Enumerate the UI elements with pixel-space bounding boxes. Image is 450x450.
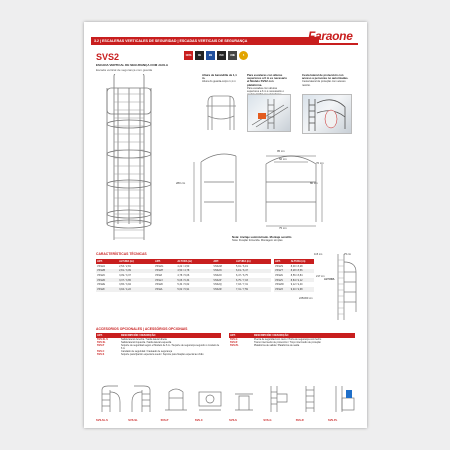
cage-side-view: [324, 252, 362, 322]
certification-badges: [184, 51, 248, 60]
dim-70: 70 cm: [316, 161, 324, 165]
product-title: SVS2: [96, 52, 120, 62]
list-item: SVS-C Candado de seguridad / Cadeado de segurança: [97, 350, 173, 353]
col-art-4: ART.: [274, 259, 290, 264]
assembly-note: [232, 236, 332, 242]
dim-95: 95 cm: [277, 149, 285, 153]
caption-side-basket: [302, 74, 352, 87]
thumb-code: SVS-SL.S: [96, 419, 108, 422]
floor-bracket-icon: [229, 384, 259, 414]
dim-56: 56 cm: [279, 157, 287, 161]
thumb-code: SVS-G: [263, 419, 272, 422]
dim-80: 80 cm: [310, 181, 318, 185]
side-dim-label: ALTURA: [324, 278, 335, 281]
badge-ce-icon: CE: [195, 51, 204, 60]
list-item: SVS-SL.S Salida lateral derecha / Saída lateral direita: [97, 338, 167, 341]
col-height-2: ALTURA (m): [176, 259, 212, 264]
side-basket-photo: [302, 94, 352, 134]
specs-table: [96, 259, 271, 292]
table-row: VSS2F 3,94 / 4,22 VSS2L 5,62 / 5,91 VSS2R 7,31 / 7,59: [96, 287, 271, 292]
brand-underline: [308, 43, 358, 45]
thumb-safety-support: [161, 384, 191, 422]
caption-railing: [202, 74, 238, 84]
acc-col-art-right: ART.: [229, 333, 253, 338]
list-item: SVS-G Puerta de seguridad con cierre / Porta de segurança com fecho: [230, 338, 322, 341]
col-art-3: ART.: [212, 259, 235, 264]
railing-diagram: [202, 92, 240, 132]
thumb-padlock: [195, 384, 225, 422]
acc-col-desc-left: DESCRIPCIÓN / DESCRIÇÃO: [120, 333, 221, 338]
list-item: SVS-PL Plataforma de salida / Plataforma de saída: [230, 344, 300, 347]
table-row: VSS2W 9,12 / 9,40: [275, 283, 303, 287]
thumb-code: SVS-PL: [327, 419, 338, 422]
table-row: VSS2B 2,81 / 3,09 VSS2H 4,50 / 4,78 VSS2N 6,19 / 6,47: [96, 269, 271, 274]
col-height-1: ALTURA (m): [118, 259, 154, 264]
dim-75: 75 cm: [279, 226, 287, 230]
accessories-heading: ACCESORIOS OPCIONALES | ACESSÓRIOS OPCIONAIS: [96, 327, 188, 331]
thumb-gate: [263, 384, 291, 422]
ladder-exit-icon: [96, 384, 124, 414]
thumb-platform: [328, 384, 358, 422]
side-dim-c: 217 cm: [316, 275, 325, 278]
table-row: VSS2X 9,40 / 9,68: [274, 287, 314, 292]
thumb-code: SVS-S: [229, 419, 237, 422]
ladder-cage-drawing: [104, 74, 154, 244]
caption-railing-title: Altura de barandilla de 1,1 m.: [202, 73, 237, 81]
list-item: SVS-SL Salida lateral izquierda / Saída lateral esquerda: [97, 341, 172, 344]
side-dim-d: 225/300 cm: [299, 297, 313, 300]
table-row: VSS2D 3,37 / 3,65 VSS2J 5,06 / 5,34 VSS2P 6,75 / 7,03: [96, 278, 271, 283]
support-bracket-icon: [161, 384, 191, 414]
specs-heading: CARACTERÍSTICAS TÉCNICAS: [96, 252, 147, 256]
col-art-2: ART.: [154, 259, 176, 264]
col-art-1: ART.: [96, 259, 118, 264]
ladder-section-icon: [296, 384, 324, 414]
badge-une-icon: UNE: [228, 51, 237, 60]
caption-basket-title: Cesta lateral de protección con acceso a personas no autorizadas.: [302, 73, 349, 81]
ladder-exit-icon: [128, 384, 156, 414]
caption-platform-text: Para escadas com alturas superiores a 6 m é necessário o: [247, 86, 284, 94]
list-item: SVS-S Soporte para fijación especial a suelo / Suporte para fixação especial ao chão: [97, 353, 204, 356]
catalog-page: [84, 22, 367, 428]
note-line-1: Nota: Anclaje suministrado. Montaje sencillo: [232, 235, 292, 239]
table-row: VSS2A 2,53 / 2,81 VSS2G 4,22 / 4,50 VSS2M 5,91 / 6,19: [97, 264, 248, 268]
table-row: VSS2U 8,56 / 8,84: [275, 273, 303, 277]
accessory-thumbnails: [96, 384, 358, 422]
caption-platform-title: Para escaleras con alturas superiores a 6 m es necesario el Modelo SVS2 con plataforma.: [247, 73, 287, 87]
gate-icon: [263, 384, 291, 414]
thumb-code: SVS-SL: [128, 419, 138, 422]
thumb-code: SVS-C: [194, 419, 203, 422]
caption-railing-text: Altura do guarda-corpo 1,1 m: [202, 80, 236, 84]
specs-table-extended: [274, 259, 314, 292]
badge-en-icon: EN: [206, 51, 215, 60]
caption-basket-text: Cesta lateral de proteção com acesso restrito.: [302, 80, 346, 87]
product-subtitle-secondary: Escada vertical de segurança com guarda: [96, 68, 153, 72]
note-line-2: Nota: Fixação fornecida. Montagem simples: [232, 239, 283, 243]
badge-iso-icon: ISO: [217, 51, 226, 60]
thumb-side-exit-right: [96, 384, 124, 422]
thumb-code: SVS-P: [160, 419, 169, 422]
acc-col-art-left: ART.: [96, 333, 120, 338]
table-row: VSS2C 3,09 / 3,37 VSS2I 4,78 / 5,06 VSS2O 6,47 / 6,75: [97, 273, 248, 277]
accessories-table-left: [96, 333, 221, 356]
col-height-4: ALTURA (m): [290, 259, 314, 264]
dim-280: 280 cm: [176, 181, 186, 185]
product-subtitle: ESCADA VERTICAL DE SEGURANÇA COM JAULA: [96, 63, 169, 67]
acc-col-desc-right: DESCRIPCIÓN / DESCRIÇÃO: [253, 333, 355, 338]
thumb-section: [296, 384, 324, 422]
table-row: VSS2T 8,28 / 8,56: [274, 269, 314, 274]
list-item: SVS-R Tramo intermedio de protección / Troço intermédio de proteção: [230, 341, 321, 344]
table-row: VSS2S 8,00 / 8,28: [275, 264, 303, 268]
accessories-table-right: [229, 333, 355, 347]
table-row: VSS2V 8,84 / 9,12: [274, 278, 314, 283]
table-row: VSS2E 3,65 / 3,94 VSS2K 5,34 / 5,62 VSS2Q 7,03 / 7,31: [97, 283, 248, 287]
col-height-3: ALTURA (m): [235, 259, 271, 264]
platform-photo: [247, 94, 291, 132]
thumb-code: SVS-R: [295, 419, 304, 422]
thumb-floor-support: [229, 384, 259, 422]
list-item: SVS-P Soporte de seguridad según el Modelo de 6 m / Suporte de segurança segundo o modelo de 6 m: [97, 344, 220, 350]
padlock-icon: [195, 384, 225, 414]
section-header-bar: 3.2 | ESCALERAS VERTICALES DE SEGURIDAD | ESCADAS VERTICAIS DE SEGURANÇA: [91, 37, 319, 45]
platform-dimension-diagram: [176, 142, 326, 230]
brand-logo: Faraone: [308, 29, 353, 43]
side-dim-b: 75 cm: [344, 253, 352, 256]
thumb-side-exit-left: [128, 384, 156, 422]
platform-icon: [328, 384, 358, 414]
badge-warranty-icon: 5: [239, 51, 248, 60]
side-dim-a: 115 cm: [314, 253, 323, 256]
badge-100-icon: 100%: [184, 51, 193, 60]
